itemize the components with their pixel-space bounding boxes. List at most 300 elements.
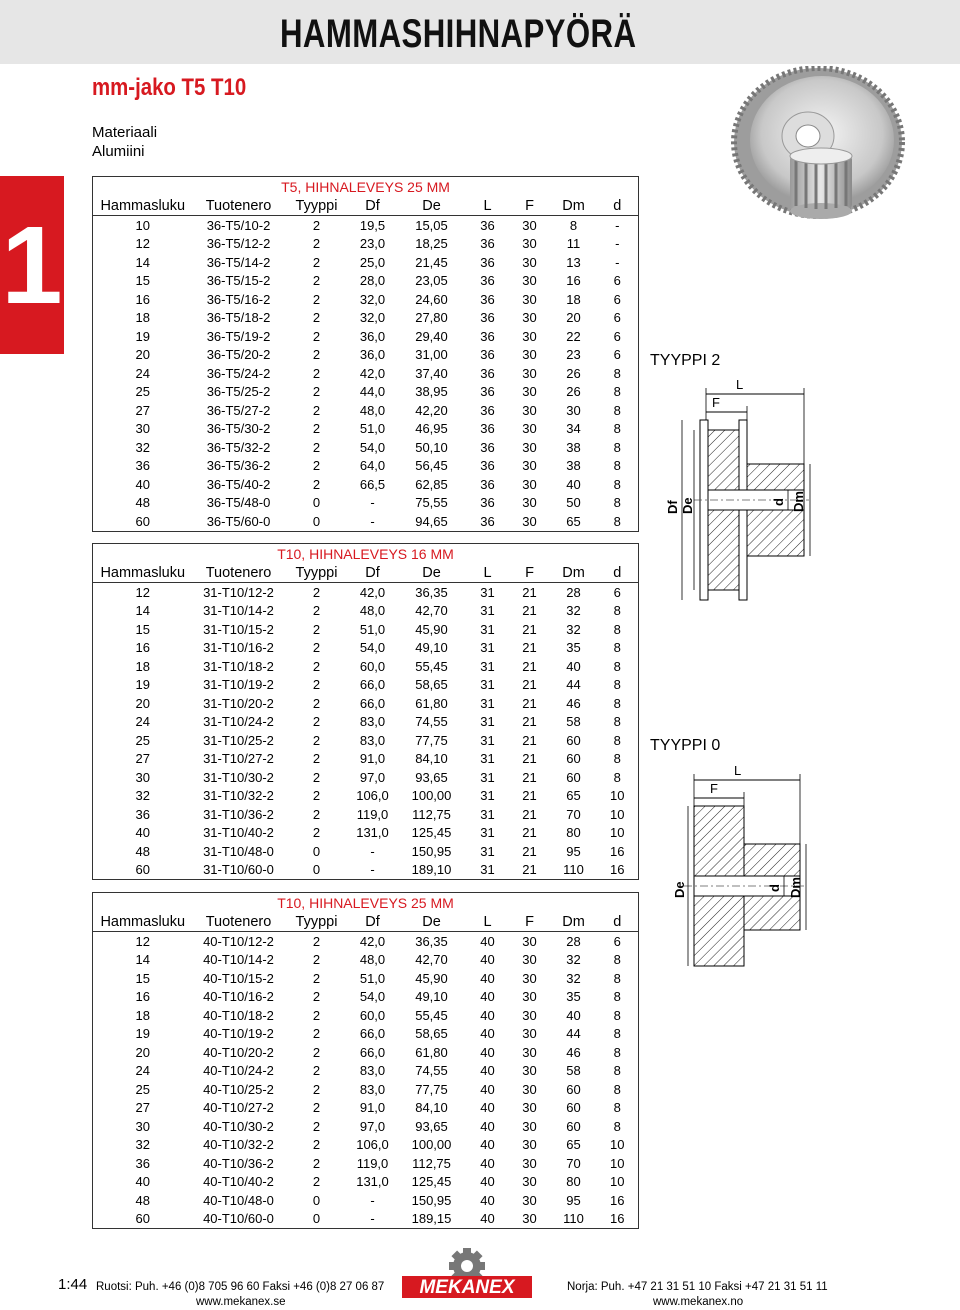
table-cell: 8 — [613, 421, 621, 437]
table-cell: 32 — [566, 621, 581, 637]
table-cell: 2 — [312, 933, 321, 949]
table-row — [93, 383, 639, 402]
table-cell: 32 — [135, 439, 150, 455]
table-cell: 30 — [522, 1211, 537, 1227]
table-row — [93, 731, 639, 750]
table-row — [93, 1136, 639, 1155]
table-cell: 2 — [312, 1026, 321, 1042]
table-cell: 16 — [610, 1211, 625, 1227]
table-cell: 36 — [480, 310, 495, 326]
table-cell: 42,70 — [415, 952, 448, 968]
column-header: d — [597, 912, 639, 932]
table-cell: 60 — [566, 1118, 581, 1134]
table-row — [93, 639, 639, 658]
table-cell: 40-T10/48-0 — [203, 1192, 274, 1208]
table-cell: 40-T10/60-0 — [203, 1211, 274, 1227]
table-cell: 40 — [480, 1211, 495, 1227]
table-cell: 8 — [613, 1118, 621, 1134]
table-cell: 40 — [480, 1118, 495, 1134]
table-cell: 36-T5/36-2 — [206, 458, 271, 474]
table-cell: 32 — [566, 970, 581, 986]
table-cell: 2 — [312, 458, 321, 474]
table-cell: 36-T5/24-2 — [206, 365, 271, 381]
table-cell: 50,10 — [415, 439, 448, 455]
table-cell: 32 — [566, 952, 581, 968]
table-cell: 36 — [480, 254, 495, 270]
table-cell: 83,0 — [359, 1081, 386, 1097]
table-cell: 2 — [312, 1137, 321, 1153]
column-header: Tyyppi — [285, 563, 349, 583]
table-cell: 36 — [480, 236, 495, 252]
table-cell: 16 — [610, 843, 625, 859]
table-cell: 40 — [480, 1044, 495, 1060]
table-cell: 36-T5/40-2 — [206, 476, 271, 492]
table-cell: 36 — [480, 328, 495, 344]
norway-website-link[interactable]: www.mekanex.no — [653, 1296, 744, 1308]
table-cell: 2 — [312, 603, 321, 619]
table-t5-25mm — [92, 176, 639, 532]
table-cell: 119,0 — [356, 1155, 389, 1171]
table-cell: 40 — [480, 1026, 495, 1042]
table-cell: 31 — [480, 695, 495, 711]
column-header: F — [509, 563, 551, 583]
table-cell: 8 — [613, 476, 621, 492]
table-cell: 74,55 — [415, 714, 448, 730]
table-cell: 60 — [566, 751, 581, 767]
table-cell: 66,0 — [359, 695, 386, 711]
logo-text: MEKANEX — [419, 1277, 515, 1298]
table-cell: 12 — [135, 584, 150, 600]
table-cell: 2 — [312, 347, 321, 363]
table-cell: 40 — [480, 933, 495, 949]
table-cell: 56,45 — [415, 458, 448, 474]
table-cell: 31 — [480, 862, 495, 878]
table-cell: 42,0 — [359, 933, 386, 949]
table-cell: 30 — [522, 1192, 537, 1208]
table-cell: 0 — [312, 862, 321, 878]
table-row — [93, 768, 639, 787]
table-cell: 30 — [522, 952, 537, 968]
table-row — [93, 1025, 639, 1044]
table-cell: 31 — [480, 843, 495, 859]
table-cell: 36-T5/48-0 — [206, 495, 271, 511]
table-cell: 10 — [610, 825, 625, 841]
column-header: d — [597, 563, 639, 583]
table-cell: 2 — [312, 584, 321, 600]
table-cell: 21,45 — [415, 254, 448, 270]
table-cell: 150,95 — [411, 1192, 452, 1208]
table-cell: 8 — [613, 952, 621, 968]
table-cell: 30 — [566, 402, 581, 418]
table-cell: 31-T10/27-2 — [203, 751, 274, 767]
table-cell: 30 — [522, 347, 537, 363]
table-cell: 8 — [613, 714, 621, 730]
table-cell: 24,60 — [415, 291, 448, 307]
table-row — [93, 235, 639, 254]
table-cell: 24 — [135, 714, 150, 730]
column-header: Df — [349, 563, 397, 583]
table-cell: 50 — [566, 495, 581, 511]
table-cell: 30 — [522, 989, 537, 1005]
table-caption: T5, HIHNALEVEYS 25 MM — [281, 178, 450, 195]
table-cell: 8 — [613, 769, 621, 785]
column-header: De — [397, 563, 467, 583]
table-cell: 27 — [135, 751, 150, 767]
table-cell: 66,0 — [359, 677, 386, 693]
table-cell: 21 — [522, 621, 537, 637]
page-title: HAMMASHIHNAPYÖRÄ — [280, 12, 637, 56]
table-cell: 31-T10/32-2 — [203, 788, 274, 804]
table-cell: 42,0 — [359, 365, 386, 381]
table-cell: 91,0 — [359, 751, 386, 767]
table-cell: 32,0 — [359, 310, 386, 326]
table-cell: 8 — [613, 1063, 621, 1079]
table-cell: 93,65 — [415, 1118, 448, 1134]
table-cell: 21 — [522, 584, 537, 600]
table-cell: 31 — [480, 806, 495, 822]
table-cell: 30 — [522, 1044, 537, 1060]
table-cell: 112,75 — [412, 1155, 451, 1171]
table-cell: 48 — [135, 1192, 150, 1208]
table-cell: 8 — [613, 1100, 621, 1116]
table-cell: 40-T10/19-2 — [203, 1026, 274, 1042]
table-cell: 38,95 — [415, 384, 448, 400]
table-cell: 2 — [312, 402, 321, 418]
table-cell: 30 — [522, 1137, 537, 1153]
table-cell: 2 — [312, 291, 321, 307]
table-cell: 95 — [566, 843, 581, 859]
table-cell: 31-T10/60-0 — [203, 862, 274, 878]
table-cell: 30 — [522, 1007, 537, 1023]
table-cell: 65 — [566, 788, 581, 804]
table-cell: 32 — [566, 603, 581, 619]
table-cell: 2 — [312, 365, 321, 381]
table-cell: 31-T10/20-2 — [203, 695, 274, 711]
table-cell: 31-T10/40-2 — [203, 825, 274, 841]
table-cell: 28 — [566, 584, 581, 600]
table-cell: 8 — [613, 1044, 621, 1060]
table-cell: 91,0 — [359, 1100, 386, 1116]
table-cell: 31-T10/30-2 — [203, 769, 274, 785]
table-cell: 2 — [312, 421, 321, 437]
table-cell: 30 — [522, 291, 537, 307]
table-cell: 12 — [135, 236, 150, 252]
table-cell: 8 — [613, 621, 621, 637]
table-row — [93, 657, 639, 676]
material-label: Materiaali — [92, 124, 158, 141]
table-row — [93, 401, 639, 420]
table-cell: 40 — [480, 1100, 495, 1116]
table-cell: 6 — [613, 310, 621, 326]
table-cell: 36,35 — [415, 584, 448, 600]
table-cell: 2 — [312, 1044, 321, 1060]
table-cell: 31 — [480, 603, 495, 619]
column-header: Tyyppi — [285, 912, 349, 932]
table-cell: 125,45 — [411, 1174, 452, 1190]
table-cell: 31-T10/18-2 — [203, 658, 274, 674]
table-cell: 21 — [522, 806, 537, 822]
table-cell: - — [615, 236, 620, 252]
table-cell: 8 — [613, 513, 621, 529]
table-cell: 19,5 — [359, 217, 386, 233]
table-cell: 34 — [566, 421, 581, 437]
table-cell: 28,0 — [359, 273, 386, 289]
table-cell: 77,75 — [415, 1081, 448, 1097]
table-cell: 74,55 — [415, 1063, 448, 1079]
table-cell: 35 — [566, 640, 581, 656]
table-cell: 40-T10/27-2 — [203, 1100, 274, 1116]
table-cell: 40-T10/24-2 — [203, 1063, 274, 1079]
table-cell: 94,65 — [415, 513, 448, 529]
table-cell: 8 — [613, 495, 621, 511]
table-cell: 31 — [480, 677, 495, 693]
table-row — [93, 805, 639, 824]
table-cell: 0 — [312, 1211, 321, 1227]
table-cell: 2 — [312, 695, 321, 711]
table-cell: 2 — [312, 769, 321, 785]
table-cell: 32,0 — [359, 291, 386, 307]
table-cell: 40-T10/15-2 — [203, 970, 274, 986]
table-cell: 6 — [613, 347, 621, 363]
table-cell: 8 — [613, 365, 621, 381]
table-cell: 29,40 — [415, 328, 448, 344]
table-cell: 30 — [522, 495, 537, 511]
table-cell: 31 — [480, 788, 495, 804]
table-cell: 30 — [522, 365, 537, 381]
table-row — [93, 1117, 639, 1136]
column-header: Df — [349, 196, 397, 216]
table-cell: 2 — [312, 217, 321, 233]
table-row — [93, 475, 639, 494]
dim-label-f: F — [712, 395, 720, 410]
table-cell: 2 — [312, 1100, 321, 1116]
table-cell: 40-T10/32-2 — [203, 1137, 274, 1153]
table-cell: 32 — [135, 788, 150, 804]
table-cell: 30 — [522, 421, 537, 437]
table-cell: 40 — [566, 658, 581, 674]
table-cell: 30 — [522, 310, 537, 326]
mekanex-logo — [402, 1246, 532, 1304]
table-cell: 66,0 — [359, 1044, 386, 1060]
table-cell: 8 — [613, 439, 621, 455]
table-cell: 189,10 — [411, 862, 452, 878]
table-cell: 40 — [480, 1137, 495, 1153]
table-row — [93, 602, 639, 621]
column-header: Hammasluku — [93, 563, 193, 583]
table-cell: 30 — [522, 384, 537, 400]
table-cell: 30 — [522, 402, 537, 418]
table-cell: 8 — [613, 732, 621, 748]
table-cell: 51,0 — [359, 970, 386, 986]
table-cell: 20 — [135, 695, 150, 711]
table-cell: 83,0 — [359, 714, 386, 730]
table-cell: 2 — [312, 677, 321, 693]
table-cell: 189,15 — [411, 1211, 452, 1227]
table-cell: 77,75 — [415, 732, 448, 748]
table-cell: 2 — [312, 310, 321, 326]
table-cell: 40-T10/25-2 — [203, 1081, 274, 1097]
table-cell: 8 — [613, 1081, 621, 1097]
table-cell: 80 — [566, 825, 581, 841]
table-cell: - — [370, 513, 375, 529]
dim-label-f: F — [710, 781, 718, 796]
table-cell: 112,75 — [412, 806, 451, 822]
table-cell: 18,25 — [415, 236, 448, 252]
table-row — [93, 694, 639, 713]
table-cell: 14 — [135, 952, 150, 968]
table-cell: 40-T10/36-2 — [203, 1155, 274, 1171]
table-cell: 16 — [135, 291, 150, 307]
diagram-type2-title: TYYPPI 2 — [650, 352, 721, 369]
table-cell: 24 — [135, 365, 150, 381]
table-row — [93, 216, 639, 235]
table-cell: 49,10 — [415, 989, 448, 1005]
table-cell: 25,0 — [359, 254, 386, 270]
table-cell: - — [370, 495, 375, 511]
column-header: F — [509, 196, 551, 216]
table-cell: 131,0 — [356, 825, 389, 841]
table-cell: 51,0 — [359, 621, 386, 637]
table-cell: 2 — [312, 236, 321, 252]
table-cell: 10 — [610, 788, 625, 804]
table-cell: 31-T10/12-2 — [203, 584, 274, 600]
table-cell: 31 — [480, 658, 495, 674]
table-cell: 30 — [522, 254, 537, 270]
table-cell: 97,0 — [359, 769, 386, 785]
table-cell: 150,95 — [411, 843, 452, 859]
table-cell: 2 — [312, 273, 321, 289]
table-cell: 36 — [480, 421, 495, 437]
table-cell: 36 — [480, 347, 495, 363]
table-cell: 36-T5/15-2 — [206, 273, 271, 289]
table-cell: 31-T10/24-2 — [203, 714, 274, 730]
table-row — [93, 290, 639, 309]
norway-contact: Norja: Puh. +47 21 31 51 10 Faksi +47 21 31 51 11 — [567, 1281, 828, 1293]
table-row — [93, 713, 639, 732]
sweden-website-link[interactable]: www.mekanex.se — [196, 1296, 286, 1308]
table-cell: 106,0 — [356, 1137, 389, 1153]
table-cell: 60 — [135, 1211, 150, 1227]
table-cell: 10 — [610, 1137, 625, 1153]
table-cell: 48,0 — [359, 603, 386, 619]
table-cell: 6 — [613, 328, 621, 344]
table-cell: 36,0 — [359, 328, 386, 344]
table-cell: 8 — [613, 695, 621, 711]
table-cell: 2 — [312, 732, 321, 748]
table-cell: 26 — [566, 365, 581, 381]
table-cell: 8 — [613, 384, 621, 400]
table-cell: 30 — [522, 273, 537, 289]
table-cell: 46 — [566, 695, 581, 711]
table-cell: 31-T10/14-2 — [203, 603, 274, 619]
table-cell: 36-T5/25-2 — [206, 384, 271, 400]
table-row — [93, 438, 639, 457]
table-cell: 36-T5/18-2 — [206, 310, 271, 326]
table-row — [93, 494, 639, 513]
table-cell: 8 — [613, 751, 621, 767]
pulley-photo — [720, 66, 960, 222]
table-cell: 30 — [522, 513, 537, 529]
table-cell: 10 — [610, 1174, 625, 1190]
table-cell: 2 — [312, 621, 321, 637]
table-cell: 2 — [312, 1081, 321, 1097]
table-cell: 31-T10/25-2 — [203, 732, 274, 748]
table-cell: 30 — [135, 769, 150, 785]
table-cell: 54,0 — [359, 640, 386, 656]
table-cell: 60 — [566, 769, 581, 785]
table-cell: 20 — [566, 310, 581, 326]
table-cell: 37,40 — [415, 365, 448, 381]
column-header: Hammasluku — [93, 196, 193, 216]
table-row — [93, 253, 639, 272]
table-cell: 36-T5/20-2 — [206, 347, 271, 363]
table-cell: 36 — [480, 217, 495, 233]
table-row — [93, 951, 639, 970]
table-cell: 40-T10/40-2 — [203, 1174, 274, 1190]
column-header: Tuotenero — [193, 912, 285, 932]
table-row — [93, 512, 639, 531]
table-cell: 30 — [135, 421, 150, 437]
column-header: Dm — [551, 196, 597, 216]
table-row — [93, 346, 639, 365]
table-t10-25mm — [92, 892, 639, 1229]
table-cell: 27 — [135, 1100, 150, 1116]
table-cell: 21 — [522, 732, 537, 748]
table-cell: 6 — [613, 584, 621, 600]
footer-norway — [567, 1280, 828, 1310]
table-cell: 28 — [566, 933, 581, 949]
table-cell: 25 — [135, 1081, 150, 1097]
table-cell: 40-T10/20-2 — [203, 1044, 274, 1060]
table-cell: 60 — [566, 1081, 581, 1097]
table-cell: 21 — [522, 658, 537, 674]
table-cell: 23 — [566, 347, 581, 363]
table-cell: 60,0 — [359, 658, 386, 674]
table-cell: 36 — [480, 458, 495, 474]
diagram-type0-title: TYYPPI 0 — [650, 737, 721, 754]
table-cell: 30 — [522, 328, 537, 344]
table-cell: 21 — [522, 695, 537, 711]
table-cell: 97,0 — [359, 1118, 386, 1134]
table-cell: 15,05 — [415, 217, 448, 233]
table-cell: 18 — [566, 291, 581, 307]
table-cell: 19 — [135, 677, 150, 693]
table-cell: 21 — [522, 751, 537, 767]
table-row — [93, 1154, 639, 1173]
table-cell: 31,00 — [415, 347, 448, 363]
table-row — [93, 1062, 639, 1081]
table-cell: 44,0 — [359, 384, 386, 400]
table-cell: 65 — [566, 1137, 581, 1153]
table-cell: 14 — [135, 254, 150, 270]
table-cell: 40 — [480, 1192, 495, 1208]
table-cell: 51,0 — [359, 421, 386, 437]
sweden-contact: Ruotsi: Puh. +46 (0)8 705 96 60 Faksi +46 (0)8 27 06 87 — [96, 1281, 385, 1293]
section-number-block: 1 — [0, 176, 64, 354]
table-cell: 22 — [566, 328, 581, 344]
table-cell: 61,80 — [415, 695, 448, 711]
table-cell: 30 — [522, 439, 537, 455]
dim-label-d: d — [771, 498, 786, 506]
table-cell: 2 — [312, 1118, 321, 1134]
material-value: Alumiini — [92, 143, 145, 160]
page-subtitle: mm-jako T5 T10 — [92, 74, 247, 101]
table-caption: T10, HIHNALEVEYS 25 MM — [277, 894, 454, 911]
table-cell: 26 — [566, 384, 581, 400]
table-cell: 30 — [522, 1081, 537, 1097]
table-cell: 2 — [312, 1007, 321, 1023]
table-row — [93, 457, 639, 476]
